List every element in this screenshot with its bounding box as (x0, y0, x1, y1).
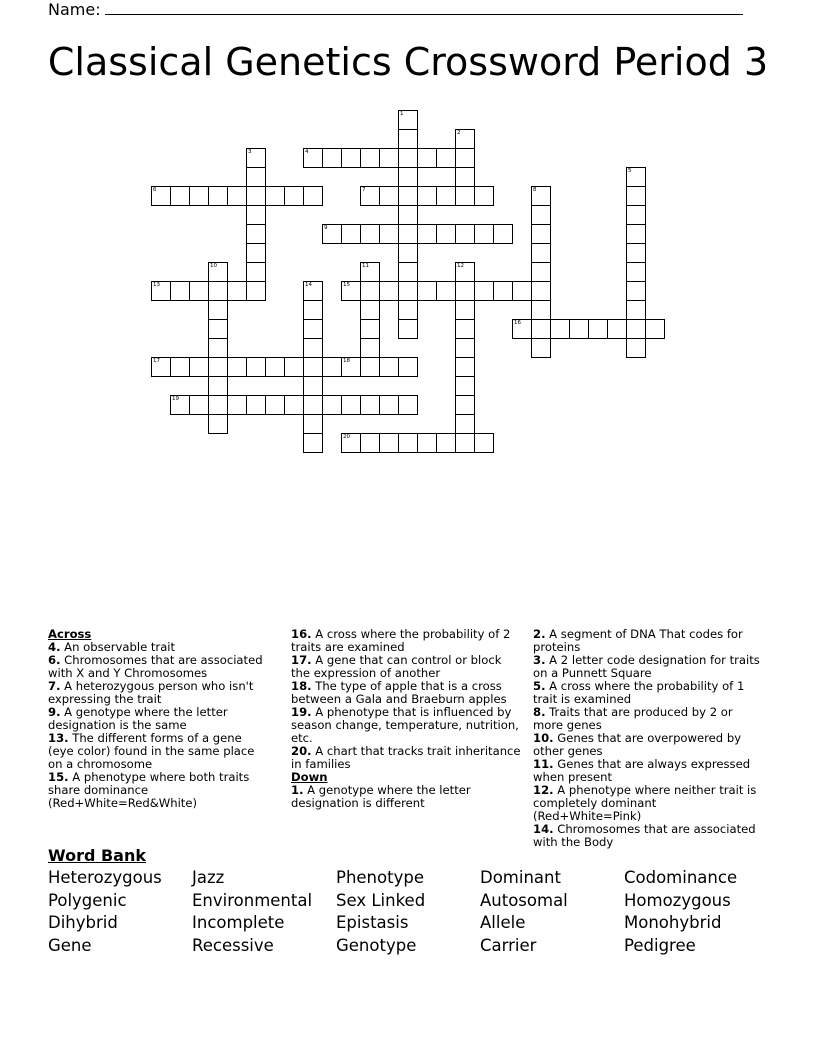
clue-text: A 2 letter code designation for traits on a Punnett Square (533, 653, 760, 680)
clue-item (291, 745, 523, 771)
crossword-cell[interactable] (379, 357, 399, 377)
crossword-cell[interactable] (493, 224, 513, 244)
crossword-cell[interactable] (417, 433, 437, 453)
crossword-cell[interactable] (417, 186, 437, 206)
crossword-cell[interactable] (265, 186, 285, 206)
clues-column-3 (533, 628, 763, 849)
clues-column-2 (291, 628, 523, 810)
clue-item (533, 758, 763, 784)
word-bank-item: Epistasis (336, 913, 409, 932)
clue-text: A phenotype that is influenced by season change, temperature, nutrition, etc. (291, 705, 519, 745)
crossword-cell[interactable] (208, 395, 228, 415)
crossword-cell[interactable] (531, 186, 551, 206)
word-bank-item: Autosomal (480, 891, 568, 910)
clue-number: 18. (291, 679, 312, 693)
crossword-cell[interactable] (417, 148, 437, 168)
crossword-cell[interactable] (379, 148, 399, 168)
crossword-cell[interactable] (398, 357, 418, 377)
cell-number: 2 (457, 130, 461, 136)
cell-number: 14 (305, 282, 312, 288)
clue-number: 8. (533, 705, 546, 719)
crossword-cell[interactable] (493, 281, 513, 301)
clue-item (291, 680, 523, 706)
crossword-cell[interactable] (284, 395, 304, 415)
word-bank-item: Jazz (192, 868, 225, 887)
crossword-cell[interactable] (398, 129, 418, 149)
crossword-cell[interactable] (455, 262, 475, 282)
clue-number: 11. (533, 757, 554, 771)
crossword-cell[interactable] (398, 205, 418, 225)
crossword-cell[interactable] (455, 224, 475, 244)
crossword-cell[interactable] (208, 414, 228, 434)
clue-number: 10. (533, 731, 554, 745)
clue-item (533, 654, 763, 680)
clue-item (533, 823, 763, 849)
crossword-cell[interactable] (398, 319, 418, 339)
clue-text: Genes that are always expressed when present (533, 757, 751, 784)
clue-item (48, 706, 270, 732)
crossword-cell[interactable] (208, 186, 228, 206)
crossword-cell[interactable] (398, 281, 418, 301)
word-bank-item: Pedigree (624, 936, 696, 955)
crossword-cell[interactable] (531, 243, 551, 263)
crossword-cell[interactable] (303, 395, 323, 415)
page-title: Classical Genetics Crossword Period 3 (47, 40, 769, 84)
clue-item (291, 628, 523, 654)
crossword-cell[interactable] (360, 281, 380, 301)
clue-item (291, 654, 523, 680)
cell-number: 4 (305, 149, 309, 155)
clue-number: 17. (291, 653, 312, 667)
crossword-cell[interactable] (626, 167, 646, 187)
crossword-cell[interactable] (474, 224, 494, 244)
crossword-cell[interactable] (455, 186, 475, 206)
clue-text: A cross where the probability of 2 traits are examined (291, 627, 511, 654)
crossword-cell[interactable] (246, 243, 266, 263)
clue-number: 20. (291, 744, 312, 758)
crossword-cell[interactable] (303, 300, 323, 320)
crossword-cell[interactable] (189, 186, 209, 206)
crossword-cell[interactable] (531, 224, 551, 244)
word-bank-item: Codominance (624, 868, 738, 887)
cell-number: 15 (343, 282, 350, 288)
cell-number: 12 (457, 263, 464, 269)
crossword-cell[interactable] (398, 110, 418, 130)
crossword-cell[interactable] (246, 357, 266, 377)
crossword-cell[interactable] (151, 281, 171, 301)
crossword-cell[interactable] (550, 319, 570, 339)
cell-number: 1 (400, 111, 404, 117)
crossword-cell[interactable] (189, 281, 209, 301)
clue-text: Traits that are produced by 2 or more genes (533, 705, 733, 732)
crossword-cell[interactable] (398, 224, 418, 244)
clue-number: 1. (291, 783, 304, 797)
crossword-cell[interactable] (531, 262, 551, 282)
crossword-cell[interactable] (474, 186, 494, 206)
clue-text: A phenotype where neither trait is completely dominant (Red+White=Pink) (533, 783, 757, 823)
crossword-cell[interactable] (208, 319, 228, 339)
word-bank-item: Heterozygous (48, 868, 162, 887)
clue-number: 12. (533, 783, 554, 797)
crossword-cell[interactable] (265, 395, 285, 415)
clue-item (291, 706, 523, 745)
crossword-cell[interactable] (417, 281, 437, 301)
clue-item (48, 680, 270, 706)
clue-item (48, 732, 270, 771)
crossword-cell[interactable] (379, 395, 399, 415)
crossword-cell[interactable] (512, 281, 532, 301)
word-bank-item: Sex Linked (336, 891, 426, 910)
crossword-cell[interactable] (588, 319, 608, 339)
crossword-cell[interactable] (265, 357, 285, 377)
word-bank-item: Environmental (192, 891, 313, 910)
crossword-cell[interactable] (284, 186, 304, 206)
crossword-cell[interactable] (360, 433, 380, 453)
crossword-cell[interactable] (360, 148, 380, 168)
crossword-cell[interactable] (360, 319, 380, 339)
crossword-cell[interactable] (246, 148, 266, 168)
word-bank-item: Recessive (192, 936, 274, 955)
crossword-cell[interactable] (360, 300, 380, 320)
clue-number: 6. (48, 653, 61, 667)
cell-number: 17 (153, 358, 160, 364)
crossword-cell[interactable] (322, 395, 342, 415)
crossword-cell[interactable] (360, 338, 380, 358)
crossword-cell[interactable] (303, 186, 323, 206)
clue-item (533, 628, 763, 654)
crossword-cell[interactable] (227, 395, 247, 415)
crossword-cell[interactable] (626, 205, 646, 225)
cell-number: 16 (514, 320, 521, 326)
crossword-cell[interactable] (531, 205, 551, 225)
crossword-cell[interactable] (436, 186, 456, 206)
crossword-cell[interactable] (626, 186, 646, 206)
cell-number: 20 (343, 434, 350, 440)
crossword-cell[interactable] (303, 338, 323, 358)
cell-number: 3 (248, 149, 252, 155)
crossword-cell[interactable] (341, 357, 361, 377)
crossword-cell[interactable] (170, 357, 190, 377)
crossword-cell[interactable] (626, 243, 646, 263)
clue-number: 3. (533, 653, 546, 667)
cell-number: 11 (362, 263, 369, 269)
word-bank-title: Word Bank (48, 846, 147, 865)
cell-number: 19 (172, 396, 179, 402)
crossword-cell[interactable] (455, 148, 475, 168)
crossword-cell[interactable] (512, 319, 532, 339)
crossword-cell[interactable] (360, 224, 380, 244)
word-bank-item: Allele (480, 913, 526, 932)
crossword-cell[interactable] (341, 395, 361, 415)
clue-text: The type of apple that is a cross between a Gala and Braeburn apples (291, 679, 507, 706)
clue-text: A genotype where the letter designation is the same (48, 705, 228, 732)
clue-text: A chart that tracks trait inheritance in families (291, 744, 521, 771)
clue-text: An observable trait (60, 640, 176, 654)
clue-number: 13. (48, 731, 69, 745)
crossword-cell[interactable] (398, 300, 418, 320)
clue-number: 2. (533, 627, 546, 641)
clue-number: 16. (291, 627, 312, 641)
crossword-cell[interactable] (398, 433, 418, 453)
crossword-cell[interactable] (246, 205, 266, 225)
crossword-cell[interactable] (303, 357, 323, 377)
crossword-cell[interactable] (645, 319, 665, 339)
word-bank-item: Genotype (336, 936, 417, 955)
crossword-cell[interactable] (474, 433, 494, 453)
crossword-cell[interactable] (246, 224, 266, 244)
clue-item (533, 784, 763, 823)
down-heading: Down (291, 770, 328, 784)
crossword-cell[interactable] (322, 224, 342, 244)
crossword-cell[interactable] (246, 186, 266, 206)
crossword-cell[interactable] (455, 300, 475, 320)
word-bank-item: Dominant (480, 868, 561, 887)
clue-text: Genes that are overpowered by other genes (533, 731, 742, 758)
name-label: Name: (48, 0, 101, 19)
crossword-cell[interactable] (398, 167, 418, 187)
crossword-cell[interactable] (360, 186, 380, 206)
crossword-cell[interactable] (626, 319, 646, 339)
clue-number: 4. (48, 640, 61, 654)
clue-item (291, 784, 523, 810)
crossword-cell[interactable] (626, 281, 646, 301)
crossword-cell[interactable] (379, 224, 399, 244)
word-bank-item: Monohybrid (624, 913, 722, 932)
crossword-cell[interactable] (607, 319, 627, 339)
crossword-cell[interactable] (208, 281, 228, 301)
crossword-cell[interactable] (360, 395, 380, 415)
crossword-cell[interactable] (398, 148, 418, 168)
clue-text: A genotype where the letter designation is different (291, 783, 471, 810)
word-bank-item: Phenotype (336, 868, 424, 887)
crossword-cell[interactable] (455, 319, 475, 339)
crossword-cell[interactable] (208, 300, 228, 320)
clue-item (533, 732, 763, 758)
crossword-cell[interactable] (455, 357, 475, 377)
cell-number: 18 (343, 358, 350, 364)
crossword-cell[interactable] (379, 433, 399, 453)
cell-number: 6 (153, 187, 157, 193)
clue-text: A segment of DNA That codes for proteins (533, 627, 743, 654)
cell-number: 7 (362, 187, 366, 193)
crossword-cell[interactable] (170, 186, 190, 206)
crossword-cell[interactable] (379, 281, 399, 301)
cell-number: 9 (324, 225, 328, 231)
clue-number: 19. (291, 705, 312, 719)
crossword-cell[interactable] (398, 186, 418, 206)
crossword-cell[interactable] (227, 281, 247, 301)
crossword-cell[interactable] (151, 357, 171, 377)
clue-text: A gene that can control or block the expression of another (291, 653, 502, 680)
crossword-cell[interactable] (246, 167, 266, 187)
crossword-cell[interactable] (455, 433, 475, 453)
cell-number: 5 (628, 168, 632, 174)
crossword-cell[interactable] (151, 186, 171, 206)
clue-text: The different forms of a gene (eye color) found in the same place on a chromosome (48, 731, 255, 771)
crossword-cell[interactable] (284, 357, 304, 377)
crossword-cell[interactable] (455, 414, 475, 434)
crossword-cell[interactable] (474, 281, 494, 301)
crossword-cell[interactable] (189, 357, 209, 377)
crossword-cell[interactable] (455, 395, 475, 415)
clue-text: A heterozygous person who isn't expressing the trait (48, 679, 254, 706)
clue-text: A cross where the probability of 1 trait is examined (533, 679, 745, 706)
word-bank-item: Carrier (480, 936, 537, 955)
crossword-cell[interactable] (246, 395, 266, 415)
clue-number: 14. (533, 822, 554, 836)
crossword-cell[interactable] (398, 395, 418, 415)
crossword-cell[interactable] (303, 414, 323, 434)
crossword-cell[interactable] (189, 395, 209, 415)
crossword-cell[interactable] (208, 357, 228, 377)
crossword-cell[interactable] (341, 224, 361, 244)
crossword-cell[interactable] (360, 357, 380, 377)
crossword-cell[interactable] (436, 433, 456, 453)
crossword-cell[interactable] (322, 357, 342, 377)
crossword-cell[interactable] (208, 262, 228, 282)
crossword-cell[interactable] (379, 186, 399, 206)
clue-text: A phenotype where both traits share dominance (Red+White=Red&White) (48, 770, 250, 810)
crossword-cell[interactable] (531, 319, 551, 339)
clue-item (48, 771, 270, 810)
crossword-cell[interactable] (398, 262, 418, 282)
crossword-cell[interactable] (303, 376, 323, 396)
word-bank-item: Incomplete (192, 913, 285, 932)
crossword-cell[interactable] (303, 281, 323, 301)
word-bank-item: Polygenic (48, 891, 127, 910)
crossword-cell[interactable] (208, 376, 228, 396)
crossword-cell[interactable] (455, 129, 475, 149)
crossword-cell[interactable] (227, 186, 247, 206)
crossword-cell[interactable] (531, 281, 551, 301)
clue-number: 7. (48, 679, 61, 693)
crossword-cell[interactable] (626, 224, 646, 244)
crossword-cell[interactable] (208, 338, 228, 358)
crossword-cell[interactable] (303, 148, 323, 168)
crossword-cell[interactable] (246, 262, 266, 282)
crossword-cell[interactable] (455, 338, 475, 358)
clue-number: 5. (533, 679, 546, 693)
crossword-cell[interactable] (626, 300, 646, 320)
clue-number: 9. (48, 705, 61, 719)
crossword-cell[interactable] (436, 148, 456, 168)
crossword-cell[interactable] (341, 281, 361, 301)
crossword-cell[interactable] (455, 281, 475, 301)
crossword-cell[interactable] (626, 338, 646, 358)
clues-column-1 (48, 628, 270, 810)
clue-item (48, 654, 270, 680)
crossword-cell[interactable] (436, 281, 456, 301)
crossword-cell[interactable] (569, 319, 589, 339)
cell-number: 8 (533, 187, 537, 193)
clue-item (533, 706, 763, 732)
clue-text: Chromosomes that are associated with X and Y Chromosomes (48, 653, 263, 680)
crossword-cell[interactable] (436, 224, 456, 244)
crossword-cell[interactable] (341, 433, 361, 453)
crossword-cell[interactable] (170, 281, 190, 301)
clue-item (533, 680, 763, 706)
word-bank-item: Gene (48, 936, 92, 955)
crossword-grid (0, 0, 816, 470)
cell-number: 10 (210, 263, 217, 269)
crossword-cell[interactable] (341, 148, 361, 168)
clue-number: 15. (48, 770, 69, 784)
crossword-cell[interactable] (303, 433, 323, 453)
crossword-cell[interactable] (360, 262, 380, 282)
clue-text: Chromosomes that are associated with the Body (533, 822, 756, 849)
word-bank-item: Dihybrid (48, 913, 118, 932)
crossword-cell[interactable] (322, 148, 342, 168)
crossword-cell[interactable] (531, 300, 551, 320)
crossword-cell[interactable] (455, 167, 475, 187)
crossword-cell[interactable] (417, 224, 437, 244)
word-bank-item: Homozygous (624, 891, 731, 910)
crossword-cell[interactable] (303, 319, 323, 339)
crossword-cell[interactable] (531, 338, 551, 358)
crossword-cell[interactable] (246, 281, 266, 301)
crossword-cell[interactable] (455, 376, 475, 396)
across-heading: Across (48, 627, 92, 641)
crossword-cell[interactable] (626, 262, 646, 282)
crossword-cell[interactable] (227, 357, 247, 377)
crossword-cell[interactable] (170, 395, 190, 415)
crossword-cell[interactable] (398, 243, 418, 263)
cell-number: 13 (153, 282, 160, 288)
